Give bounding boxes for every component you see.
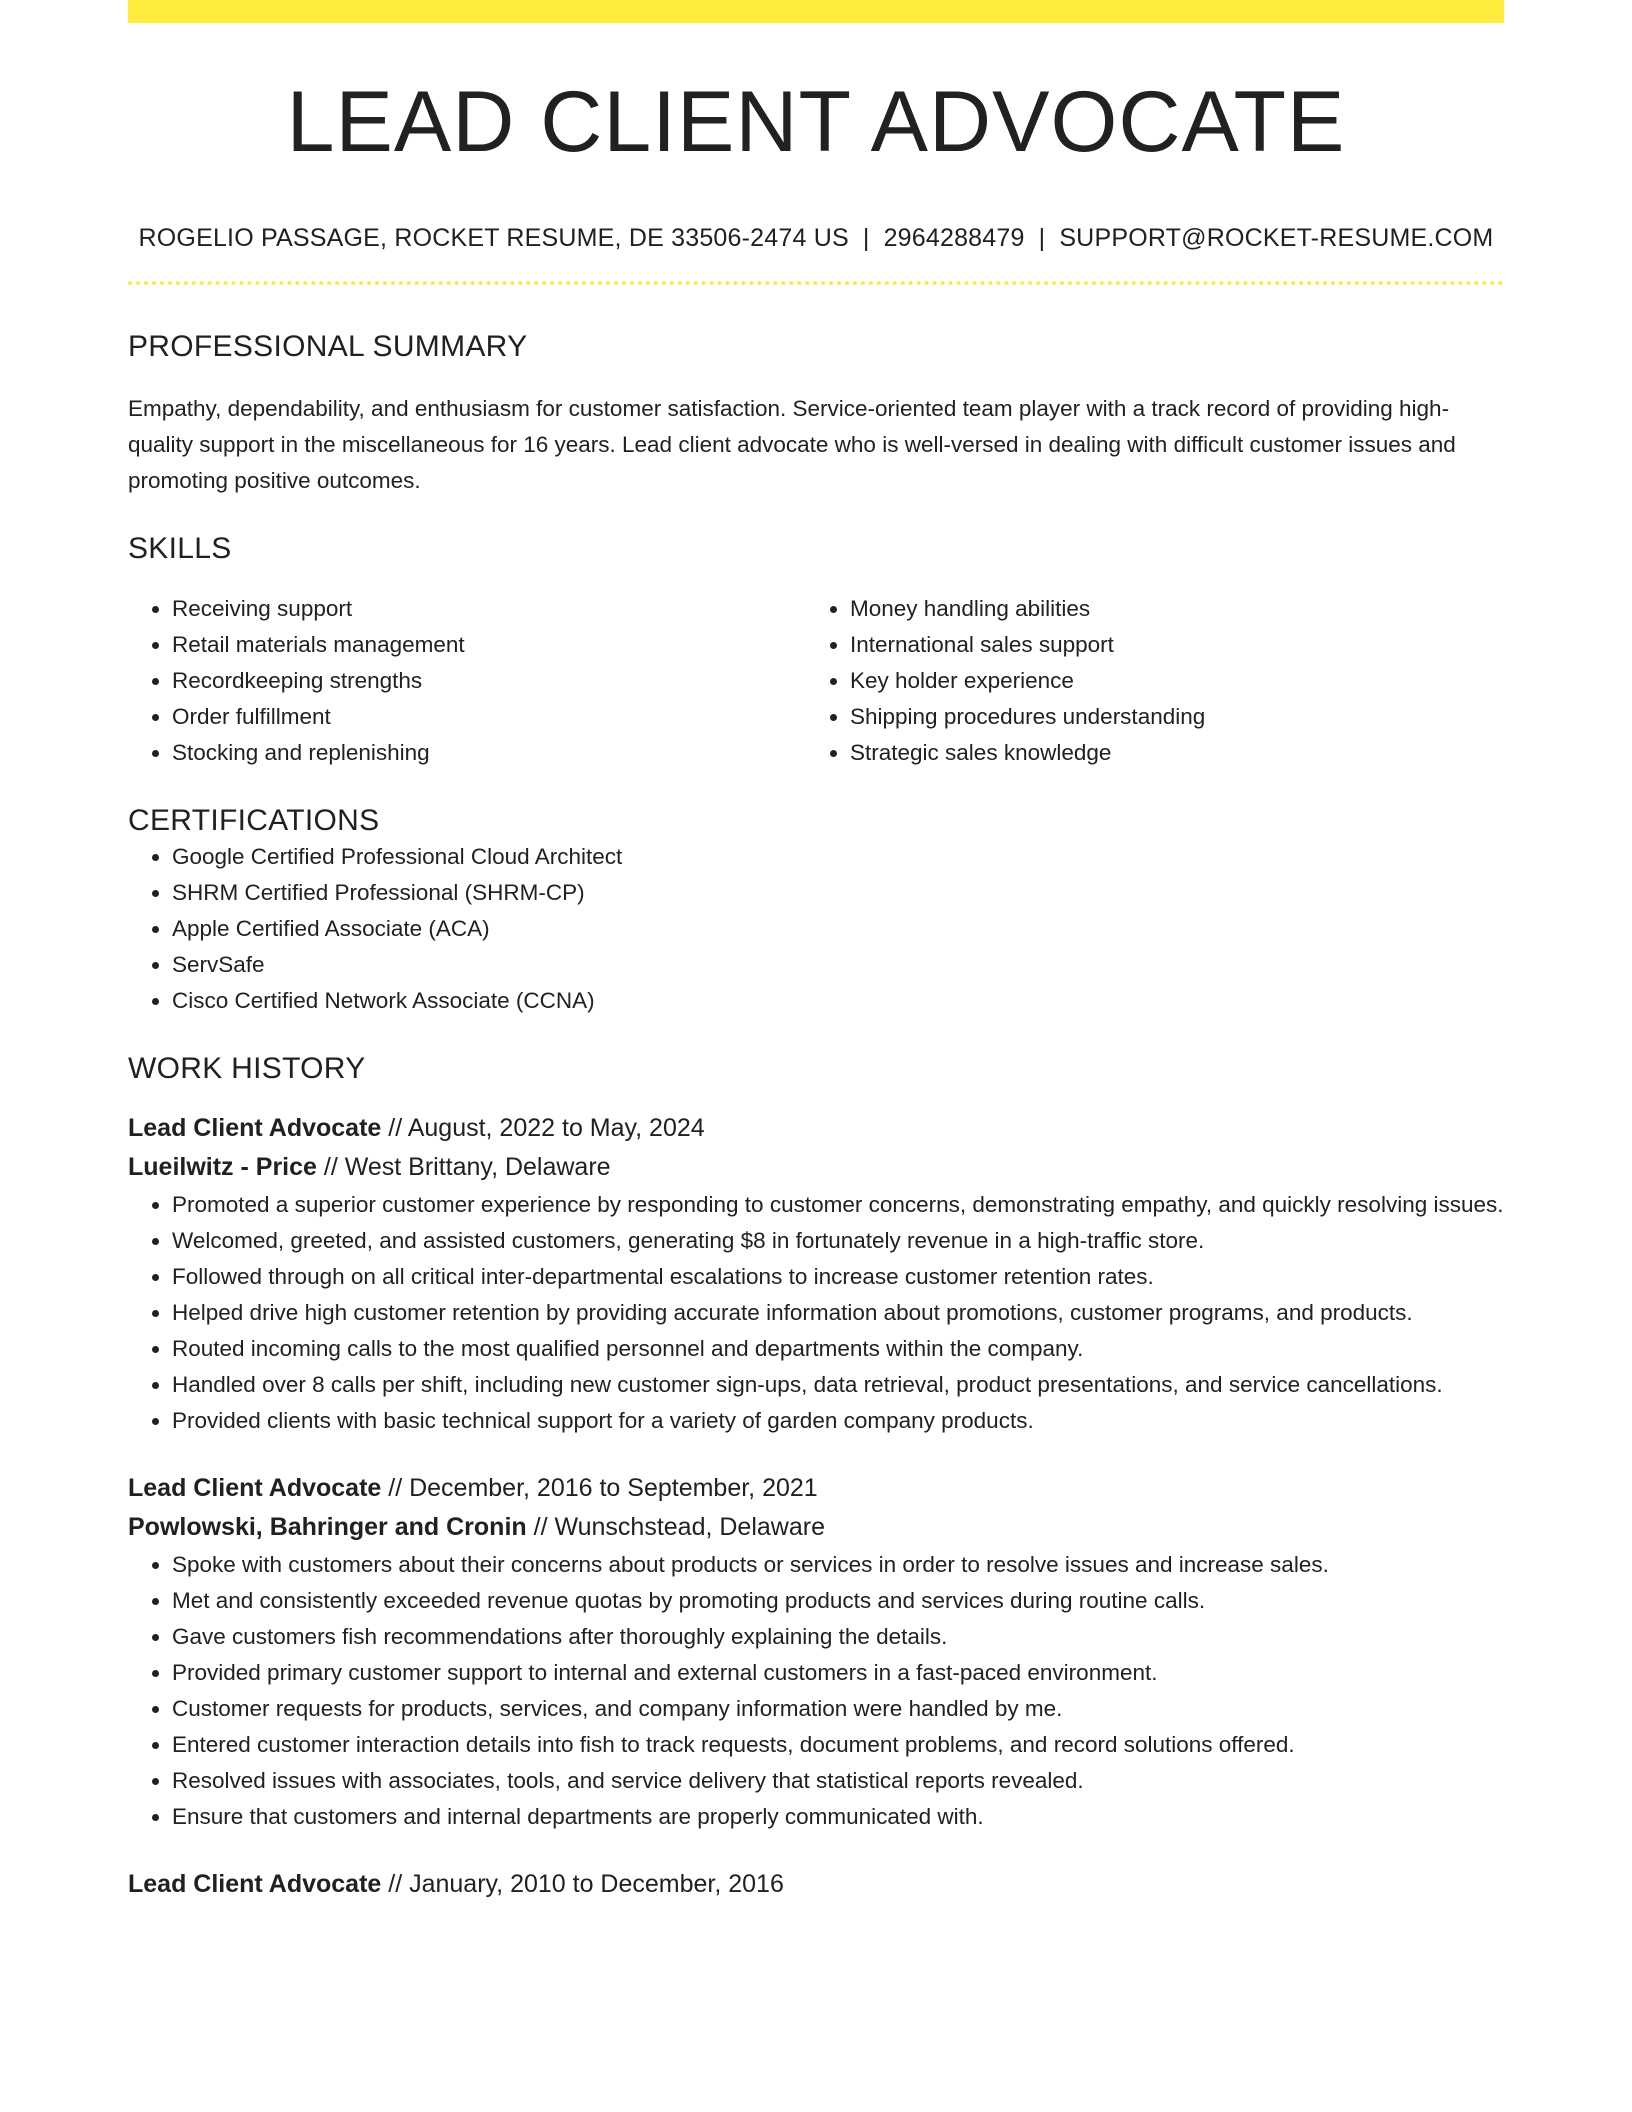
job-bullets bbox=[128, 1547, 1504, 1835]
job-bullet: • Followed through on all critical inter-departmental escalations to increase customer retention rates. bbox=[172, 1259, 1504, 1295]
certification-item: • Apple Certified Associate (ACA) bbox=[172, 911, 1504, 947]
job-bullet: • Handled over 8 calls per shift, including new customer sign-ups, data retrieval, product presentations, and service cancellations. bbox=[172, 1367, 1504, 1403]
certification-item: • SHRM Certified Professional (SHRM-CP) bbox=[172, 875, 1504, 911]
job-bullet: • Ensure that customers and internal departments are properly communicated with. bbox=[172, 1799, 1504, 1835]
skills-list bbox=[128, 591, 1504, 771]
job-bullet: • Spoke with customers about their concerns about products or services in order to resolve issues and increase sales. bbox=[172, 1547, 1504, 1583]
job-bullet: • Customer requests for products, services, and company information were handled by me. bbox=[172, 1691, 1504, 1727]
certifications-heading: CERTIFICATIONS bbox=[128, 804, 380, 837]
skill-item: • Money handling abilities bbox=[850, 591, 1484, 627]
certification-item: • ServSafe bbox=[172, 947, 1504, 983]
job-role: Lead Client Advocate bbox=[128, 1870, 382, 1898]
job-company-line bbox=[128, 1508, 1504, 1547]
job-role-line bbox=[128, 1865, 1504, 1904]
skill-item: • Order fulfillment bbox=[172, 699, 806, 735]
job-bullet: • Resolved issues with associates, tools, and service delivery that statistical reports revealed. bbox=[172, 1763, 1504, 1799]
job-bullet: • Helped drive high customer retention by providing accurate information about promotions, customer programs, and products. bbox=[172, 1295, 1504, 1331]
job-bullet: • Gave customers fish recommendations after thoroughly explaining the details. bbox=[172, 1619, 1504, 1655]
skills-column-left bbox=[128, 591, 806, 771]
job-bullet: • Routed incoming calls to the most qualified personnel and departments within the company. bbox=[172, 1331, 1504, 1367]
work-history-heading: WORK HISTORY bbox=[128, 1052, 366, 1085]
contact-separator: | bbox=[1038, 224, 1046, 252]
job-entry bbox=[128, 1469, 1504, 1835]
certifications-list bbox=[128, 839, 1504, 1019]
job-bullet: • Provided clients with basic technical support for a variety of garden company products. bbox=[172, 1403, 1504, 1439]
job-role-line bbox=[128, 1109, 1504, 1148]
dotted-divider bbox=[128, 281, 1504, 285]
job-location: // West Brittany, Delaware bbox=[323, 1153, 611, 1181]
certification-item: • Google Certified Professional Cloud Architect bbox=[172, 839, 1504, 875]
job-dates: // January, 2010 to December, 2016 bbox=[388, 1870, 784, 1898]
skill-item: • Recordkeeping strengths bbox=[172, 663, 806, 699]
job-company: Lueilwitz - Price bbox=[128, 1153, 317, 1181]
accent-top-bar bbox=[128, 0, 1504, 23]
resume-page bbox=[128, 0, 1504, 1904]
job-entry bbox=[128, 1865, 1504, 1904]
job-entry bbox=[128, 1109, 1504, 1439]
contact-email: SUPPORT@ROCKET-RESUME.COM bbox=[1059, 224, 1494, 252]
summary-heading: PROFESSIONAL SUMMARY bbox=[128, 330, 528, 363]
job-dates: // December, 2016 to September, 2021 bbox=[388, 1474, 818, 1502]
job-bullet: • Promoted a superior customer experience by responding to customer concerns, demonstrating empathy, and quickly resolving issues. bbox=[172, 1187, 1504, 1223]
job-bullet: • Met and consistently exceeded revenue quotas by promoting products and services during routine calls. bbox=[172, 1583, 1504, 1619]
skill-item: • Strategic sales knowledge bbox=[850, 735, 1484, 771]
contact-line bbox=[128, 223, 1504, 253]
summary-text: Empathy, dependability, and enthusiasm for customer satisfaction. Service-oriented team player with a track record of providing high-quality support in the miscellaneous for 16 years. Lead client advocate who is well-versed in dealing with difficult customer issues and promoting positive outcomes. bbox=[128, 396, 1456, 493]
job-dates: // August, 2022 to May, 2024 bbox=[388, 1114, 705, 1142]
skills-heading: SKILLS bbox=[128, 532, 232, 565]
job-company-line bbox=[128, 1148, 1504, 1187]
job-bullet: • Entered customer interaction details into fish to track requests, document problems, and record solutions offered. bbox=[172, 1727, 1504, 1763]
skill-item: • International sales support bbox=[850, 627, 1484, 663]
skill-item: • Stocking and replenishing bbox=[172, 735, 806, 771]
skill-item: • Shipping procedures understanding bbox=[850, 699, 1484, 735]
contact-separator: | bbox=[862, 224, 870, 252]
job-role: Lead Client Advocate bbox=[128, 1114, 382, 1142]
skill-item: • Key holder experience bbox=[850, 663, 1484, 699]
contact-phone: 2964288479 bbox=[883, 224, 1025, 252]
skills-column-right bbox=[806, 591, 1484, 771]
skill-item: • Receiving support bbox=[172, 591, 806, 627]
contact-address: ROGELIO PASSAGE, ROCKET RESUME, DE 33506-2474 US bbox=[138, 224, 849, 252]
job-role-line bbox=[128, 1469, 1504, 1508]
job-bullet: • Provided primary customer support to internal and external customers in a fast-paced environment. bbox=[172, 1655, 1504, 1691]
job-bullets bbox=[128, 1187, 1504, 1439]
certification-item: • Cisco Certified Network Associate (CCNA) bbox=[172, 983, 1504, 1019]
job-role: Lead Client Advocate bbox=[128, 1474, 382, 1502]
job-company: Powlowski, Bahringer and Cronin bbox=[128, 1513, 527, 1541]
job-bullet: • Welcomed, greeted, and assisted customers, generating $8 in fortunately revenue in a high-traffic store. bbox=[172, 1223, 1504, 1259]
page-title: LEAD CLIENT ADVOCATE bbox=[286, 74, 1346, 170]
skill-item: • Retail materials management bbox=[172, 627, 806, 663]
job-location: // Wunschstead, Delaware bbox=[533, 1513, 825, 1541]
